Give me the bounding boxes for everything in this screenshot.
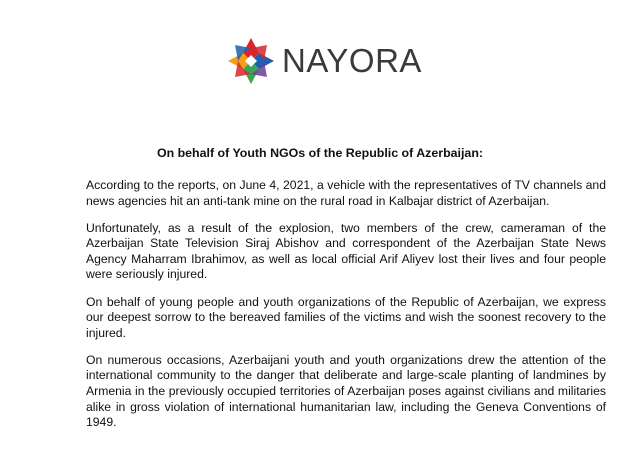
geometric-star-logo-icon	[226, 36, 276, 86]
nayora-logo	[226, 34, 422, 88]
document-body	[86, 178, 606, 442]
document-heading: On behalf of Youth NGOs of the Republic of Azerbaijan:	[156, 146, 484, 160]
paragraph-4: On numerous occasions, Azerbaijani youth and youth organizations drew the attention of the international community to the danger that deliberate and large-scale planting of landmines by Armenia in the previously occupied territories of Azerbaijan poses against civilians and militaries alike in gross violation of international humanitarian law, including the Geneva Conventions of 1949.	[86, 352, 606, 430]
paragraph-2: Unfortunately, as a result of the explosion, two members of the crew, cameraman of the Azerbaijan State Television Siraj Abishov and correspondent of the Azerbaijan State News Agency Maharram Ibrahimov, as well as local official Arif Aliyev lost their lives and four people were seriously injured.	[86, 220, 606, 282]
brand-name: NAYORA	[282, 42, 422, 79]
paragraph-3: On behalf of young people and youth organizations of the Republic of Azerbaijan, we express our deepest sorrow to the bereaved families of the victims and wish the soonest recovery to the injured.	[86, 294, 606, 340]
paragraph-1: According to the reports, on June 4, 2021, a vehicle with the representatives of TV channels and news agencies hit an anti-tank mine on the rural road in Kalbajar district of Azerbaijan.	[86, 178, 606, 208]
